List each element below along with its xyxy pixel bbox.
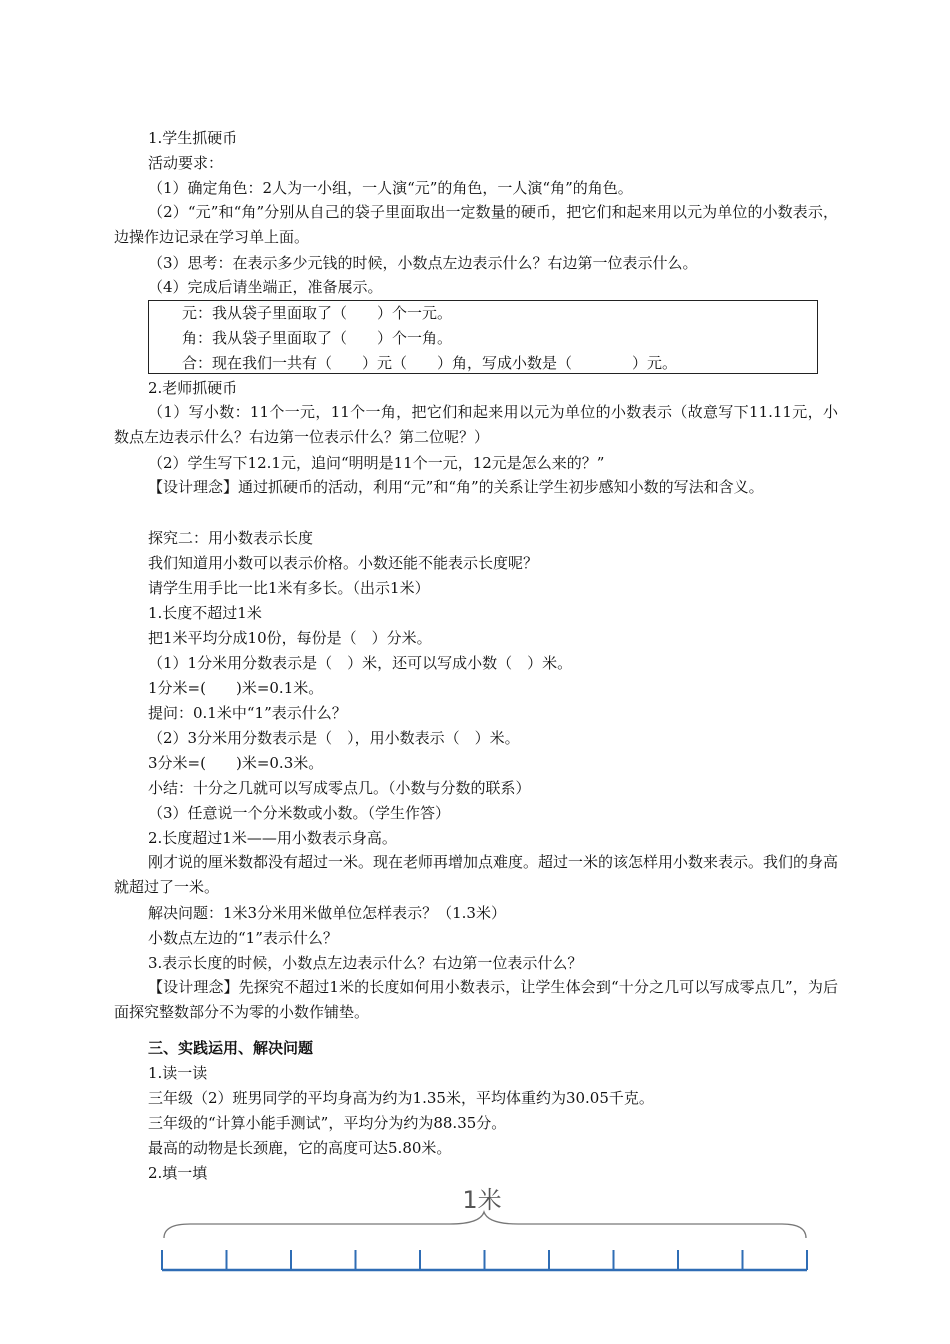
length-under-1m: 1.长度不超过1米: [148, 604, 262, 622]
read-line-2: 三年级的“计算小能手测试”，平均分为约为88.35分。: [148, 1114, 507, 1132]
ruler-scale: [162, 1250, 807, 1270]
design-concept-1: 【设计理念】通过抓硬币的活动，利用“元”和“角”的关系让学生初步感知小数的写法和含义。: [148, 478, 764, 496]
requirement-2: （2）“元”和“角”分别从自己的袋子里面取出一定数量的硬币，把它们和起来用以元为单位的小数表示，边操作边记录在学习单上面。: [114, 203, 838, 246]
any-example: （3）任意说一个分米数或小数。（学生作答）: [148, 804, 451, 822]
requirement-3: （3）思考：在表示多少元钱的时候，小数点左边表示什么？右边第一位表示什么。: [148, 254, 698, 272]
ruler-brace: [164, 1212, 806, 1238]
length-over-1m: 2.长度超过1米——用小数表示身高。: [148, 829, 397, 847]
explore-2-heading: 探究二：用小数表示长度: [148, 529, 314, 547]
length-question-3: 3.表示长度的时候，小数点左边表示什么？右边第一位表示什么？: [148, 954, 583, 972]
ruler-label: 1米: [462, 1186, 502, 1214]
fraction-1dm: （1）1分米用分数表示是（ ）米，还可以写成小数（ ）米。: [148, 654, 573, 672]
teacher-step-2: （2）学生写下12.1元，追问“明明是11个一元，12元是怎么来的？”: [148, 454, 605, 472]
ask-0-1: 提问：0.1米中“1”表示什么？: [148, 704, 347, 722]
over-description: 刚才说的厘米数都没有超过一米。现在老师再增加点难度。超过一米的该怎样用小数来表示。我们的身高就超过了一米。: [114, 853, 839, 896]
fraction-3dm: （2）3分米用分数表示是（ ），用小数表示（ ）米。: [148, 729, 520, 747]
read-line-1: 三年级（2）班男同学的平均身高为约为1.35米，平均体重约为30.05千克。: [148, 1089, 654, 1107]
equation-3dm: 3分米=( )米=0.3米。: [148, 754, 324, 772]
summary: 小结：十分之几就可以写成零点几。（小数与分数的联系）: [148, 779, 531, 797]
split-into-10: 把1米平均分成10份，每份是（ ）分米。: [148, 629, 432, 647]
requirement-1: （1）确定角色：2人为一小组，一人演“元”的角色，一人演“角”的角色。: [148, 179, 633, 197]
meter-ruler-diagram: [150, 1180, 820, 1280]
activity-requirements: 活动要求：: [148, 154, 224, 172]
design-concept-2: 【设计理念】先探究不超过1米的长度如何用小数表示，让学生体会到“十分之几可以写成零点几”，为后面探究整数部分不为零的小数作铺垫。: [114, 978, 838, 1021]
heading-teacher-coins: 2.老师抓硬币: [148, 379, 238, 397]
heading-student-coins: 1.学生抓硬币: [148, 129, 238, 147]
part-3-heading: 三、实践运用、解决问题: [148, 1039, 314, 1057]
left-of-point: 小数点左边的“1”表示什么？: [148, 929, 338, 947]
solve-problem: 解决问题：1米3分米用米做单位怎样表示？（1.3米）: [148, 904, 506, 922]
teacher-step-1: （1）写小数：11个一元，11个一角，把它们和起来用以元为单位的小数表示（故意写下11.11元，小数点左边表示什么？右边第一位表示什么？第二位呢？）: [114, 403, 838, 446]
question-hand: 请学生用手比一比1米有多长。（出示1米）: [148, 579, 430, 597]
question-price: 我们知道用小数可以表示价格。小数还能不能表示长度呢？: [148, 554, 539, 572]
box-line-yuan: 元：我从袋子里面取了（ ）个一元。: [182, 304, 453, 322]
read-heading: 1.读一读: [148, 1064, 208, 1082]
requirement-4: （4）完成后请坐端正，准备展示。: [148, 278, 383, 296]
read-line-3: 最高的动物是长颈鹿，它的高度可达5.80米。: [148, 1139, 452, 1157]
fill-heading: 2.填一填: [148, 1164, 208, 1182]
box-line-jiao: 角：我从袋子里面取了（ ）个一角。: [182, 329, 453, 347]
equation-1dm: 1分米=( )米=0.1米。: [148, 679, 324, 697]
box-line-total: 合：现在我们一共有（ ）元（ ）角，写成小数是（ ）元。: [182, 354, 678, 372]
